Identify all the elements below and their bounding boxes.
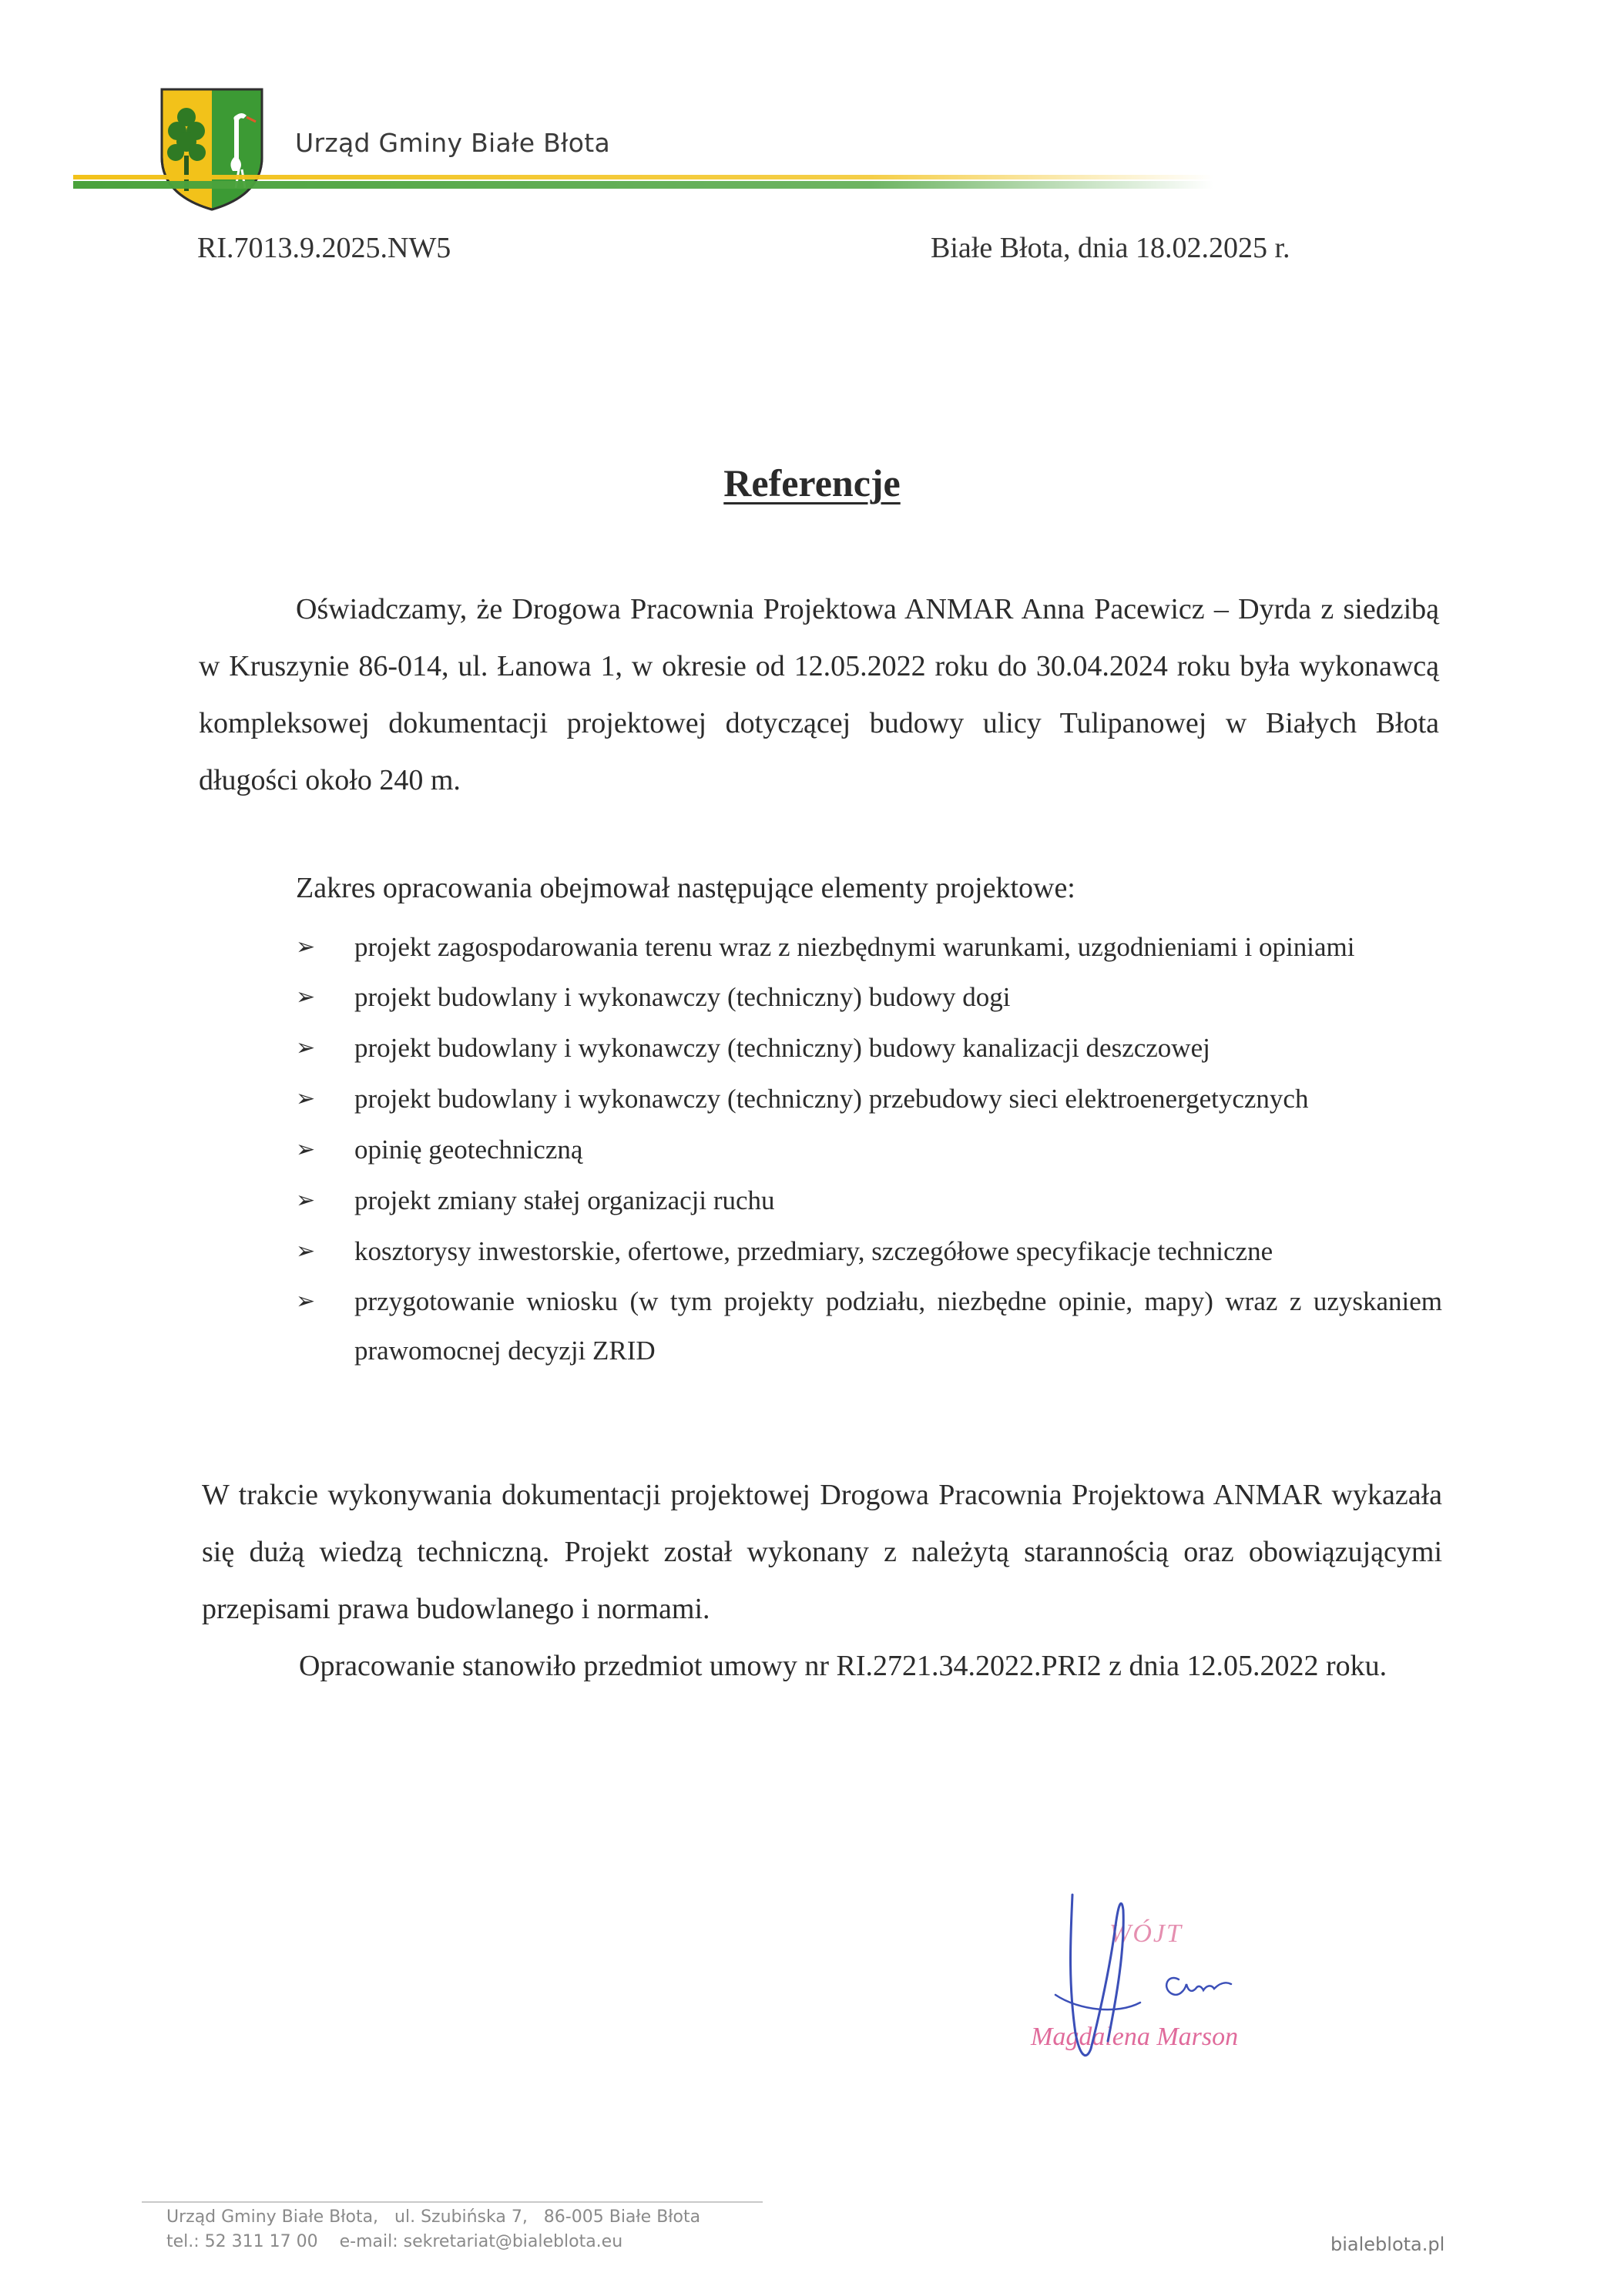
stamp-name: Magdalena Marson (1031, 2023, 1239, 2051)
paragraph-assessment: W trakcie wykonywania dokumentacji projektowej Drogowa Pracownia Projektowa ANMAR wykazała się dużą wiedzą techniczną. Projekt został wykonany z należytą starannością oraz obowiązującymi przepisami prawa budowlanego i normami. (202, 1479, 1442, 1625)
paragraph-contract (202, 1637, 1442, 1694)
list-item: ➢ projekt budowlany i wykonawczy (techniczny) budowy kanalizacji deszczowej (296, 1023, 1442, 1074)
footer-contact: tel.: 52 311 17 00 e-mail: sekretariat@bialeblota.eu (166, 2232, 623, 2251)
municipality-crest-icon (159, 86, 265, 211)
arrow-bullet-icon: ➢ (296, 1288, 316, 1315)
list-item: ➢ projekt budowlany i wykonawczy (techniczny) budowy dogi (296, 972, 1442, 1023)
arrow-bullet-icon: ➢ (296, 984, 316, 1011)
scope-intro: Zakres opracowania obejmował następujące elementy projektowe: (296, 872, 1075, 904)
document-title (0, 461, 1624, 505)
paragraph-contract-text: Opracowanie stanowiło przedmiot umowy nr RI.2721.34.2022.PRI2 z dnia 12.05.2022 roku. (299, 1650, 1387, 1682)
arrow-bullet-icon: ➢ (296, 933, 316, 960)
arrow-bullet-icon: ➢ (296, 1238, 316, 1265)
arrow-bullet-icon: ➢ (296, 1187, 316, 1214)
place-and-date: Białe Błota, dnia 18.02.2025 r. (931, 232, 1290, 264)
list-item: ➢ projekt budowlany i wykonawczy (techniczny) przebudowy sieci elektroenergetycznych (296, 1074, 1442, 1125)
footer-website-link[interactable]: bialeblota.pl (1330, 2234, 1445, 2255)
paragraph-intro (199, 581, 1439, 809)
footer-address: Urząd Gminy Białe Błota, ul. Szubińska 7, 86-005 Białe Błota (166, 2207, 701, 2227)
list-item: ➢ kosztorysy inwestorskie, ofertowe, przedmiary, szczegółowe specyfikacje techniczne (296, 1226, 1442, 1277)
header-stripe (73, 173, 1213, 192)
stamp-title: WÓJT (1109, 1919, 1183, 1948)
footer-divider (142, 2201, 763, 2203)
document-title-text: Referencje (723, 461, 901, 504)
paragraph-intro-text: Oświadczamy, że Drogowa Pracownia Projektowa ANMAR Anna Pacewicz – Dyrda z siedzibą w Kruszynie 86-014, ul. Łanowa 1, w okresie od 12.05.2022 roku do 30.04.2024 roku była wykonawcą kompleksowej dokumentacji projektowej dotyczącej budowy ulicy Tulipanowej w Białych Błota długości około 240 m. (199, 593, 1439, 796)
scope-list (296, 923, 1442, 1376)
list-item: ➢ przygotowanie wniosku (w tym projekty podziału, niezbędne opinie, mapy) wraz z uzyskaniem prawomocnej decyzji ZRID (296, 1277, 1442, 1376)
arrow-bullet-icon: ➢ (296, 1085, 316, 1112)
list-item: ➢ projekt zagospodarowania terenu wraz z niezbędnymi warunkami, uzgodnieniami i opiniami (296, 923, 1442, 972)
office-name: Urząd Gminy Białe Błota (295, 128, 610, 158)
arrow-bullet-icon: ➢ (296, 1034, 316, 1061)
list-item: ➢ projekt zmiany stałej organizacji ruchu (296, 1175, 1442, 1226)
arrow-bullet-icon: ➢ (296, 1136, 316, 1163)
list-item: ➢ opinię geotechniczną (296, 1125, 1442, 1175)
handwritten-signature (1025, 1879, 1302, 2072)
reference-number: RI.7013.9.2025.NW5 (197, 232, 451, 264)
